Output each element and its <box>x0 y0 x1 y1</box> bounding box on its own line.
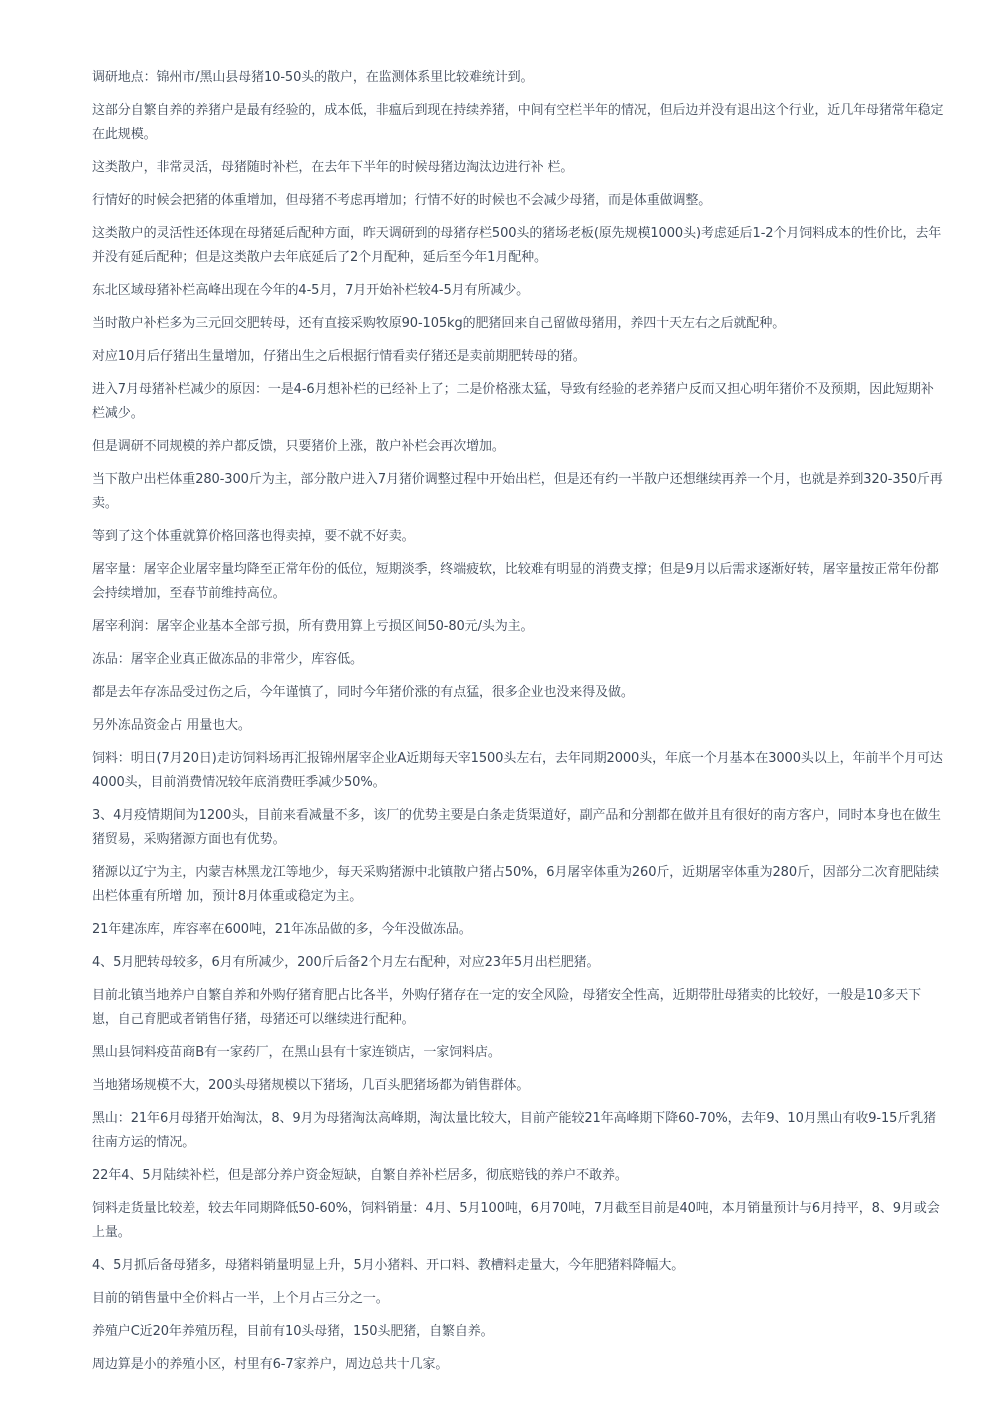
paragraph: 调研地点：锦州市/黑山县母猪10-50头的散户，在监测体系里比较难统计到。 <box>92 70 534 85</box>
paragraph: 行情好的时候会把猪的体重增加，但母猪不考虑再增加；行情不好的时候也不会减少母猪，而是体重做调整。 <box>92 193 712 208</box>
paragraph: 饲料走货量比较差，较去年同期降低50-60%，饲料销量：4月、5月100吨，6月70吨，7月截至目前是40吨，本月销量预计与6月持平，8、9月或会上量。 <box>92 1201 940 1240</box>
paragraph: 等到了这个体重就算价格回落也得卖掉，要不就不好卖。 <box>92 529 415 544</box>
document-body <box>92 66 944 1386</box>
paragraph: 这部分自繁自养的养猪户是最有经验的，成本低，非瘟后到现在持续养猪，中间有空栏半年的情况，但后边并没有退出这个行业，近几年母猪常年稳定在此规模。 <box>92 103 944 142</box>
paragraph: 21年建冻库，库容率在600吨，21年冻品做的多，今年没做冻品。 <box>92 922 472 937</box>
paragraph: 对应10月后仔猪出生量增加，仔猪出生之后根据行情看卖仔猪还是卖前期肥转母的猪。 <box>92 349 586 364</box>
paragraph: 猪源以辽宁为主，内蒙吉林黑龙江等地少，每天采购猪源中北镇散户猪占50%，6月屠宰体重为260斤，近期屠宰体重为280斤，因部分二次育肥陆续出栏体重有所增 加，预计8月体重或稳定为主。 <box>92 865 939 904</box>
paragraph: 当地猪场规模不大，200头母猪规模以下猪场，几百头肥猪场都为销售群体。 <box>92 1078 530 1093</box>
paragraph: 屠宰量：屠宰企业屠宰量均降至正常年份的低位，短期淡季，终端疲软，比较难有明显的消费支撑；但是9月以后需求逐渐好转，屠宰量按正常年份都会持续增加，至春节前维持高位。 <box>92 562 939 601</box>
paragraph: 目前的销售量中全价料占一半，上个月占三分之一。 <box>92 1291 389 1306</box>
paragraph: 这类散户的灵活性还体现在母猪延后配种方面，昨天调研到的母猪存栏500头的猪场老板(原先规模1000头)考虑延后1-2个月饲料成本的性价比，去年并没有延后配种；但是这类散户去年底延后了2个月配种，延后至今年1月配种。 <box>92 226 942 265</box>
paragraph: 养殖户C近20年养殖历程，目前有10头母猪，150头肥猪，自繁自养。 <box>92 1324 494 1339</box>
paragraph: 都是去年存冻品受过伤之后，今年谨慎了，同时今年猪价涨的有点猛，很多企业也没来得及做。 <box>92 685 634 700</box>
paragraph: 黑山：21年6月母猪开始淘汰，8、9月为母猪淘汰高峰期，淘汰量比较大，目前产能较21年高峰期下降60-70%，去年9、10月黑山有收9-15斤乳猪往南方运的情况。 <box>92 1111 937 1150</box>
paragraph: 22年4、5月陆续补栏，但是部分养户资金短缺，自繁自养补栏居多，彻底赔钱的养户不敢养。 <box>92 1168 628 1183</box>
paragraph: 4、5月肥转母较多，6月有所减少，200斤后备2个月左右配种，对应23年5月出栏肥猪。 <box>92 955 600 970</box>
paragraph: 这类散户，非常灵活，母猪随时补栏，在去年下半年的时候母猪边淘汰边进行补 栏。 <box>92 160 574 175</box>
paragraph: 周边算是小的养殖小区，村里有6-7家养户，周边总共十几家。 <box>92 1357 449 1372</box>
paragraph: 当下散户出栏体重280-300斤为主，部分散户进入7月猪价调整过程中开始出栏，但是还有约一半散户还想继续再养一个月，也就是养到320-350斤再卖。 <box>92 472 943 511</box>
paragraph: 进入7月母猪补栏减少的原因：一是4-6月想补栏的已经补上了；二是价格涨太猛，导致有经验的老养猪户反而又担心明年猪价不及预期，因此短期补栏减少。 <box>92 382 934 421</box>
paragraph: 目前北镇当地养户自繁自养和外购仔猪育肥占比各半，外购仔猪存在一定的安全风险，母猪安全性高，近期带肚母猪卖的比较好，一般是10多天下崽，自己育肥或者销售仔猪，母猪还可以继续进行配种。 <box>92 988 922 1027</box>
paragraph: 冻品：屠宰企业真正做冻品的非常少，库容低。 <box>92 652 363 667</box>
paragraph: 饲料：明日(7月20日)走访饲料场再汇报锦州屠宰企业A近期每天宰1500头左右，去年同期2000头，年底一个月基本在3000头以上，年前半个月可达4000头，目前消费情况较年底消费旺季减少50%。 <box>92 751 943 790</box>
paragraph: 但是调研不同规模的养户都反馈，只要猪价上涨，散户补栏会再次增加。 <box>92 439 505 454</box>
paragraph: 另外冻品资金占 用量也大。 <box>92 718 251 733</box>
paragraph: 黑山县饲料疫苗商B有一家药厂，在黑山县有十家连锁店，一家饲料店。 <box>92 1045 501 1060</box>
paragraph: 当时散户补栏多为三元回交肥转母，还有直接采购牧原90-105kg的肥猪回来自己留做母猪用，养四十天左右之后就配种。 <box>92 316 786 331</box>
paragraph: 4、5月抓后备母猪多，母猪料销量明显上升，5月小猪料、开口料、教槽料走量大，今年肥猪料降幅大。 <box>92 1258 685 1273</box>
paragraph: 3、4月疫情期间为1200头，目前来看减量不多，该厂的优势主要是白条走货渠道好，副产品和分割都在做并且有很好的南方客户，同时本身也在做生猪贸易，采购猪源方面也有优势。 <box>92 808 941 847</box>
paragraph: 屠宰利润：屠宰企业基本全部亏损，所有费用算上亏损区间50-80元/头为主。 <box>92 619 534 634</box>
paragraph: 东北区域母猪补栏高峰出现在今年的4-5月，7月开始补栏较4-5月有所减少。 <box>92 283 530 298</box>
